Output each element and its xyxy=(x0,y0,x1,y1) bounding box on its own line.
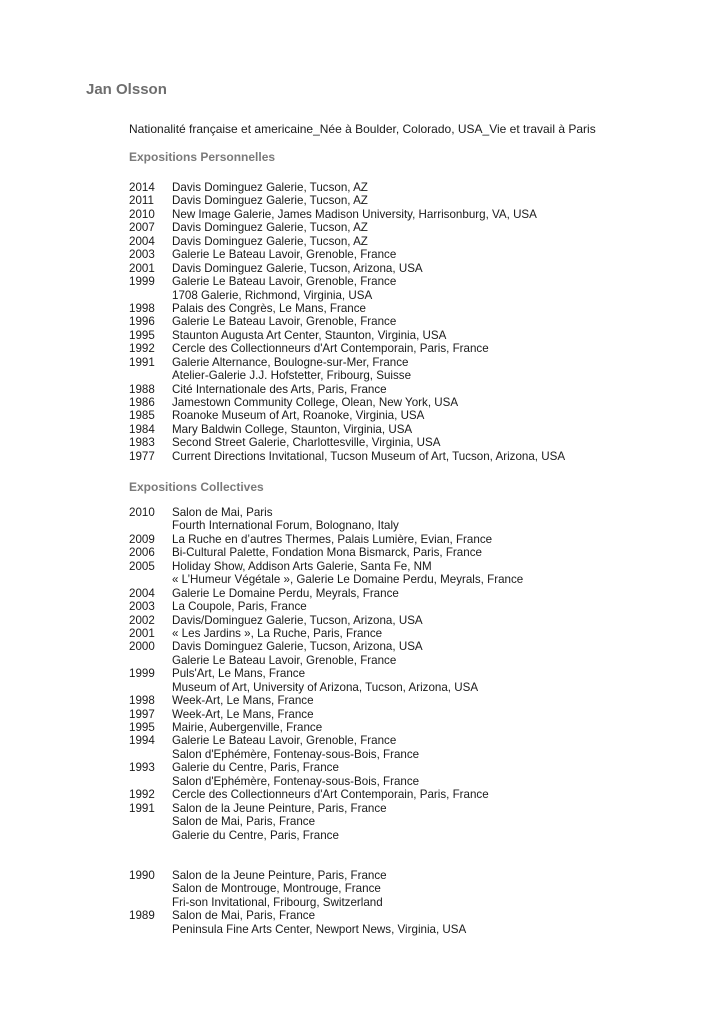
exhibition-year: 2005 xyxy=(129,559,155,573)
exhibition-venue: Salon d'Ephémère, Fontenay-sous-Bois, France xyxy=(172,747,420,761)
exhibition-year: 1996 xyxy=(129,315,155,329)
exhibition-entry xyxy=(129,734,709,747)
exhibition-entry xyxy=(129,681,709,694)
exhibition-entry xyxy=(129,775,709,788)
exhibition-entry xyxy=(129,600,709,613)
exhibition-year: 2003 xyxy=(129,248,155,262)
exhibition-entry xyxy=(129,909,709,922)
exhibition-entry xyxy=(129,627,709,640)
exhibition-venue: Salon d'Ephémère, Fontenay-sous-Bois, France xyxy=(172,774,420,788)
exhibition-year: 2014 xyxy=(129,181,155,194)
exhibition-entry xyxy=(129,708,709,721)
exhibition-entry xyxy=(129,383,709,396)
exhibition-entry xyxy=(129,519,709,532)
exhibition-entry xyxy=(129,275,709,288)
exhibition-venue: Puls'Art, Le Mans, France xyxy=(172,667,306,681)
exhibition-entry xyxy=(129,560,709,573)
exhibition-venue: Galerie du Centre, Paris, France xyxy=(172,761,339,775)
exhibition-entry xyxy=(129,235,709,248)
exhibition-year: 2010 xyxy=(129,207,155,221)
exhibition-venue: Jamestown Community College, Olean, New York, USA xyxy=(172,396,459,409)
exhibition-year: 1989 xyxy=(129,909,155,923)
exhibition-year: 1995 xyxy=(129,721,155,734)
exhibition-venue: Salon de la Jeune Peinture, Paris, France xyxy=(172,868,387,882)
exhibition-year xyxy=(129,289,172,302)
exhibition-venue: Galerie Le Bateau Lavoir, Grenoble, France xyxy=(172,248,397,262)
exhibition-venue: Salon de Montrouge, Montrouge, France xyxy=(172,882,381,896)
exhibition-venue: Second Street Galerie, Charlottesville, Virginia, USA xyxy=(172,436,441,450)
exhibition-venue: Davis/Dominguez Galerie, Tucson, Arizona, USA xyxy=(172,613,423,627)
artist-bio-line: Nationalité française et americaine_Née à Boulder, Colorado, USA_Vie et travail à Paris xyxy=(129,122,596,136)
exhibition-entry xyxy=(129,342,709,355)
exhibition-entry xyxy=(129,208,709,221)
exhibition-entry xyxy=(129,923,709,936)
exhibition-entry xyxy=(129,802,709,815)
exhibition-venue: Atelier-Galerie J.J. Hofstetter, Fribourg, Suisse xyxy=(172,369,412,383)
exhibition-entry xyxy=(129,450,709,463)
exhibition-year: 1990 xyxy=(129,868,155,882)
exhibition-entry xyxy=(129,436,709,449)
exhibition-venue: Palais des Congrès, Le Mans, France xyxy=(172,301,366,315)
exhibition-entry xyxy=(129,761,709,774)
exhibition-venue: Davis Dominguez Galerie, Tucson, AZ xyxy=(172,234,368,248)
exhibition-year: 1995 xyxy=(129,328,155,342)
exhibition-venue: Davis Dominguez Galerie, Tucson, AZ xyxy=(172,221,368,235)
exhibition-year: 1999 xyxy=(129,275,155,289)
exhibition-year: 2009 xyxy=(129,532,155,546)
personal-exhibitions-heading: Expositions Personnelles xyxy=(129,150,276,164)
exhibition-entry xyxy=(129,573,709,586)
exhibition-venue: Week-Art, Le Mans, France xyxy=(172,707,314,721)
exhibition-venue: New Image Galerie, James Madison University, Harrisonburg, VA, USA xyxy=(172,207,537,221)
exhibition-venue: La Coupole, Paris, France xyxy=(172,600,307,614)
exhibition-entry xyxy=(129,423,709,436)
exhibition-venue: Week-Art, Le Mans, France xyxy=(172,694,314,708)
exhibition-venue: Cercle des Collectionneurs d'Art Contemporain, Paris, France xyxy=(172,788,489,802)
collective-exhibitions-list xyxy=(129,506,709,936)
exhibition-venue: 1708 Galerie, Richmond, Virginia, USA xyxy=(172,288,373,302)
exhibition-year: 1986 xyxy=(129,396,155,409)
exhibition-venue: Current Directions Invitational, Tucson Museum of Art, Tucson, Arizona, USA xyxy=(172,449,566,463)
personal-exhibitions-list xyxy=(129,181,709,463)
exhibition-venue: Holiday Show, Addison Arts Galerie, Santa Fe, NM xyxy=(172,559,432,573)
exhibition-year: 2011 xyxy=(129,194,154,208)
exhibition-entry xyxy=(129,788,709,801)
exhibition-entry xyxy=(129,667,709,680)
exhibition-year: 1993 xyxy=(129,761,155,775)
exhibition-entry xyxy=(129,221,709,234)
exhibition-year xyxy=(129,748,172,761)
exhibition-venue: Roanoke Museum of Art, Roanoke, Virginia, USA xyxy=(172,409,425,423)
artist-name: Jan Olsson xyxy=(86,81,167,98)
exhibition-venue: Cité Internationale des Arts, Paris, France xyxy=(172,382,387,396)
exhibition-venue: Galerie Le Bateau Lavoir, Grenoble, France xyxy=(172,734,397,748)
exhibition-year: 2006 xyxy=(129,546,155,560)
exhibition-year xyxy=(129,775,172,788)
exhibition-entry xyxy=(129,369,709,382)
exhibition-entry xyxy=(129,640,709,653)
exhibition-year: 2010 xyxy=(129,506,155,519)
exhibition-year xyxy=(129,654,172,667)
exhibition-year: 1991 xyxy=(129,801,155,815)
exhibition-venue: Salon de Mai, Paris, France xyxy=(172,815,316,829)
exhibition-entry xyxy=(129,587,709,600)
exhibition-venue: Galerie du Centre, Paris, France xyxy=(172,828,339,842)
exhibition-venue: Salon de Mai, Paris, France xyxy=(172,909,316,923)
exhibition-year: 1991 xyxy=(129,355,155,369)
exhibition-year: 2003 xyxy=(129,600,155,614)
exhibition-venue: Galerie Le Bateau Lavoir, Grenoble, France xyxy=(172,275,397,289)
exhibition-venue: Davis Dominguez Galerie, Tucson, AZ xyxy=(172,181,368,194)
exhibition-year: 2002 xyxy=(129,613,155,627)
exhibition-year: 1999 xyxy=(129,667,155,681)
exhibition-entry xyxy=(129,721,709,734)
exhibition-year: 1983 xyxy=(129,436,155,450)
exhibition-venue: Peninsula Fine Arts Center, Newport News, Virginia, USA xyxy=(172,922,467,936)
exhibition-entry xyxy=(129,248,709,261)
exhibition-entry xyxy=(129,506,709,519)
exhibition-entry xyxy=(129,546,709,559)
exhibition-year: 2001 xyxy=(129,626,155,640)
exhibition-year xyxy=(129,681,172,694)
exhibition-year xyxy=(129,573,172,586)
exhibition-year: 1984 xyxy=(129,422,155,436)
exhibition-venue: « Les Jardins », La Ruche, Paris, France xyxy=(172,626,383,640)
exhibition-entry xyxy=(129,748,709,761)
exhibition-venue: Museum of Art, University of Arizona, Tucson, Arizona, USA xyxy=(172,680,479,694)
exhibition-entry xyxy=(129,194,709,207)
exhibition-venue: Mairie, Aubergenville, France xyxy=(172,721,323,734)
exhibition-venue: Galerie Alternance, Boulogne-sur-Mer, France xyxy=(172,355,409,369)
exhibition-entry xyxy=(129,896,709,909)
exhibition-year: 2004 xyxy=(129,586,155,600)
collective-exhibitions-heading: Expositions Collectives xyxy=(129,480,264,494)
exhibition-year: 1992 xyxy=(129,342,155,356)
exhibition-year xyxy=(129,896,172,909)
exhibition-entry xyxy=(129,829,709,842)
exhibition-venue: Davis Dominguez Galerie, Tucson, AZ xyxy=(172,194,368,208)
exhibition-venue: Galerie Le Bateau Lavoir, Grenoble, France xyxy=(172,653,397,667)
exhibition-entry xyxy=(129,694,709,707)
exhibition-venue: Staunton Augusta Art Center, Staunton, Virginia, USA xyxy=(172,328,447,342)
exhibition-entry xyxy=(129,181,709,194)
exhibition-year: 1998 xyxy=(129,694,155,708)
exhibition-venue: Davis Dominguez Galerie, Tucson, Arizona, USA xyxy=(172,640,423,654)
exhibition-entry xyxy=(129,329,709,342)
exhibition-entry xyxy=(129,409,709,422)
exhibition-venue: Salon de Mai, Paris xyxy=(172,506,273,519)
exhibition-year xyxy=(129,369,172,382)
exhibition-venue: Mary Baldwin College, Staunton, Virginia, USA xyxy=(172,422,413,436)
exhibition-entry xyxy=(129,533,709,546)
exhibition-year: 1997 xyxy=(129,707,155,721)
exhibition-year xyxy=(129,923,172,936)
exhibition-entry xyxy=(129,869,709,882)
exhibition-entry xyxy=(129,815,709,828)
exhibition-venue: Davis Dominguez Galerie, Tucson, Arizona, USA xyxy=(172,261,423,275)
exhibition-year: 2001 xyxy=(129,261,155,275)
exhibition-venue: Galerie Le Domaine Perdu, Meyrals, France xyxy=(172,586,399,600)
exhibition-year: 1985 xyxy=(129,409,155,423)
exhibition-entry xyxy=(129,614,709,627)
exhibition-entry xyxy=(129,654,709,667)
exhibition-year: 2000 xyxy=(129,640,155,654)
exhibition-year xyxy=(129,882,172,895)
exhibition-entry xyxy=(129,302,709,315)
exhibition-venue: Bi-Cultural Palette, Fondation Mona Bismarck, Paris, France xyxy=(172,546,482,560)
exhibition-entry xyxy=(129,289,709,302)
exhibition-venue: Fourth International Forum, Bolognano, Italy xyxy=(172,519,399,533)
exhibition-year xyxy=(129,815,172,828)
exhibition-entry xyxy=(129,396,709,409)
exhibition-venue: Cercle des Collectionneurs d'Art Contemporain, Paris, France xyxy=(172,342,489,356)
exhibition-venue: Fri-son Invitational, Fribourg, Switzerland xyxy=(172,895,383,909)
exhibition-year xyxy=(129,519,172,532)
exhibition-year: 1988 xyxy=(129,382,155,396)
exhibition-year: 1992 xyxy=(129,788,155,802)
exhibition-year: 2007 xyxy=(129,221,155,235)
exhibition-entry xyxy=(129,882,709,895)
exhibition-year: 1998 xyxy=(129,301,155,315)
exhibition-venue: Salon de la Jeune Peinture, Paris, France xyxy=(172,801,387,815)
exhibition-venue: Galerie Le Bateau Lavoir, Grenoble, France xyxy=(172,315,397,329)
exhibition-entry xyxy=(129,315,709,328)
exhibition-year: 1977 xyxy=(129,449,155,463)
exhibition-year: 2004 xyxy=(129,234,155,248)
exhibition-entry xyxy=(129,356,709,369)
exhibition-year: 1994 xyxy=(129,734,155,748)
exhibition-entry xyxy=(129,262,709,275)
exhibition-venue: « L’Humeur Végétale », Galerie Le Domaine Perdu, Meyrals, France xyxy=(172,573,524,587)
exhibition-venue: La Ruche en d’autres Thermes, Palais Lumière, Evian, France xyxy=(172,532,493,546)
exhibition-year xyxy=(129,829,172,842)
